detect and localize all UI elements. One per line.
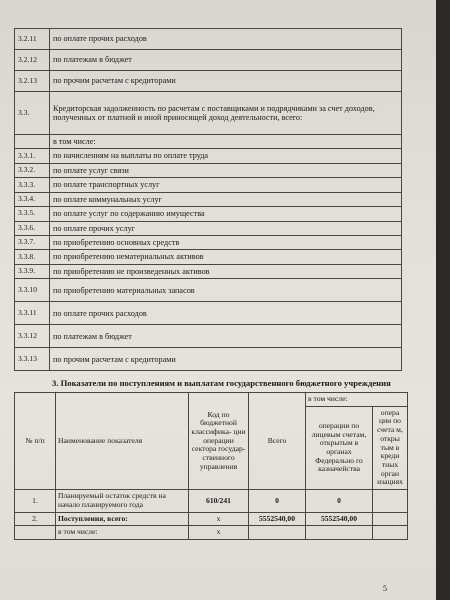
row-number: 3.3.3. — [15, 178, 50, 192]
row-number: 3.2.11 — [15, 29, 50, 50]
row-other — [373, 490, 408, 512]
row-number: 3.3.7. — [15, 235, 50, 249]
table-row — [15, 135, 402, 149]
header-fed: операции по лицевым счетам, открытым в органах Федерально го казначейства — [306, 406, 373, 489]
table-row — [15, 71, 402, 92]
table-row — [15, 163, 402, 177]
table-row — [15, 192, 402, 206]
row-number: 3.3.1. — [15, 149, 50, 163]
row-number: 3.3.4. — [15, 192, 50, 206]
row-label: по начислениям на выплаты по оплате труда — [50, 149, 402, 163]
row-label: по платежам в бюджет — [50, 325, 402, 348]
row-other — [373, 526, 408, 540]
row-label: по приобретению нематериальных активов — [50, 250, 402, 264]
table-row — [15, 526, 408, 540]
header-num: № п/п — [15, 393, 56, 490]
row-number: 3.3. — [15, 92, 50, 135]
table-row — [15, 348, 402, 371]
table-row — [15, 221, 402, 235]
table-row — [15, 235, 402, 249]
row-label: по оплате прочих расходов — [50, 29, 402, 50]
row-other — [373, 512, 408, 526]
row-number: 3.2.13 — [15, 71, 50, 92]
row-total: 0 — [249, 490, 306, 512]
header-row — [15, 393, 408, 407]
row-number: 3.3.8. — [15, 250, 50, 264]
table-row — [15, 178, 402, 192]
row-label: по приобретению не произведенных активов — [50, 264, 402, 278]
liabilities-table — [14, 28, 402, 371]
table-row — [15, 490, 408, 512]
table-row — [15, 279, 402, 302]
row-label: по оплате транспортных услуг — [50, 178, 402, 192]
row-number: 3.3.11 — [15, 302, 50, 325]
row-code: x — [189, 512, 249, 526]
row-number — [15, 135, 50, 149]
table-row — [15, 264, 402, 278]
row-label: по оплате услуг связи — [50, 163, 402, 177]
row-code: 610/241 — [189, 490, 249, 512]
row-name: в том числе: — [56, 526, 189, 540]
header-total: Всего — [249, 393, 306, 490]
row-label: по платежам в бюджет — [50, 50, 402, 71]
table-row — [15, 50, 402, 71]
row-label: по прочим расчетам с кредиторами — [50, 348, 402, 371]
row-number: 1. — [15, 490, 56, 512]
table-row — [15, 302, 402, 325]
row-total: 5552540,00 — [249, 512, 306, 526]
header-incl: в том числе: — [306, 393, 408, 407]
row-label: в том числе: — [50, 135, 402, 149]
row-number: 3.3.6. — [15, 221, 50, 235]
row-name: Планируемый остаток средств на начало планируемого года — [56, 490, 189, 512]
table-row — [15, 207, 402, 221]
row-name: Поступления, всего: — [56, 512, 189, 526]
revenue-expense-table — [14, 392, 408, 540]
row-fed: 0 — [306, 490, 373, 512]
row-total — [249, 526, 306, 540]
header-code: Код по бюджетной классифика- ции операции сектора государ- ственного управления — [189, 393, 249, 490]
page-number: 5 — [383, 584, 387, 593]
table-row — [15, 149, 402, 163]
page-edge-shadow — [436, 0, 450, 600]
row-label: по оплате коммунальных услуг — [50, 192, 402, 206]
table-row — [15, 29, 402, 50]
row-number: 3.3.12 — [15, 325, 50, 348]
row-number: 3.2.12 — [15, 50, 50, 71]
header-name: Наименование показателя — [56, 393, 189, 490]
table-row — [15, 250, 402, 264]
section-title: 3. Показатели по поступлениям и выплатам государственного бюджетного учреждения — [52, 378, 391, 388]
header-other: опера ции по счета м, откры тым в креди тных орган изациях — [373, 406, 408, 489]
table-row — [15, 512, 408, 526]
table-row — [15, 325, 402, 348]
row-code: x — [189, 526, 249, 540]
row-number: 3.3.5. — [15, 207, 50, 221]
row-label: по оплате прочих услуг — [50, 221, 402, 235]
row-number — [15, 526, 56, 540]
row-fed — [306, 526, 373, 540]
row-label: по приобретению материальных запасов — [50, 279, 402, 302]
table-row — [15, 92, 402, 135]
row-label: по оплате услуг по содержанию имущества — [50, 207, 402, 221]
row-number: 3.3.10 — [15, 279, 50, 302]
row-number: 2. — [15, 512, 56, 526]
row-label: Кредиторская задолженность по расчетам с поставщиками и подрядчиками за счет доходов, полученных от платной и иной приносящей доход деятельности, всего: — [50, 92, 402, 135]
row-label: по приобретению основных средств — [50, 235, 402, 249]
row-number: 3.3.2. — [15, 163, 50, 177]
row-number: 3.3.9. — [15, 264, 50, 278]
row-label: по прочим расчетам с кредиторами — [50, 71, 402, 92]
row-label: по оплате прочих расходов — [50, 302, 402, 325]
row-number: 3.3.13 — [15, 348, 50, 371]
row-fed: 5552540,00 — [306, 512, 373, 526]
